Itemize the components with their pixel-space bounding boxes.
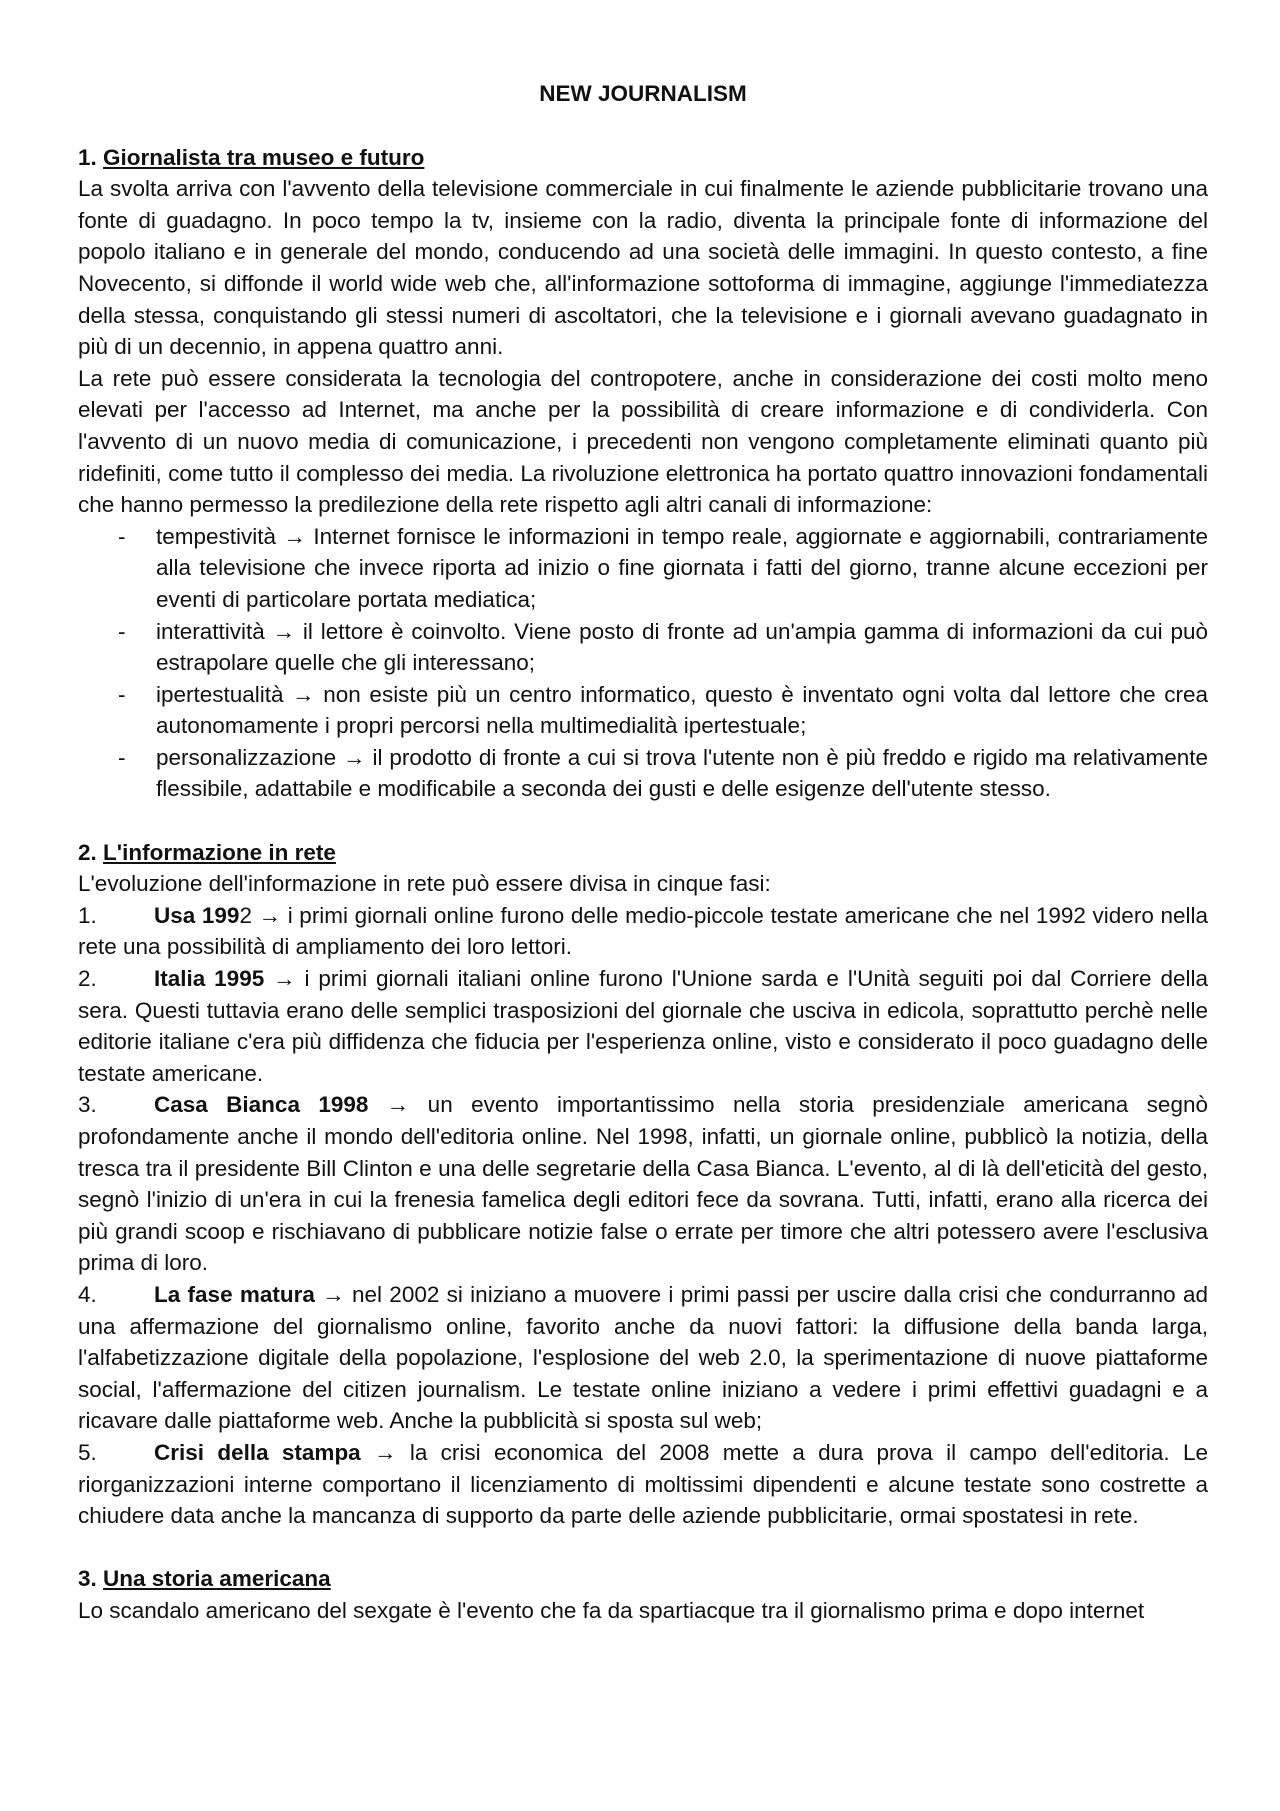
section-2-title: L'informazione in rete — [103, 839, 336, 865]
phase-label: Crisi della stampa — [154, 1439, 361, 1465]
section-3-heading — [78, 1563, 1208, 1595]
list-item-text: personalizzazione → il prodotto di fronte a cui si trova l'utente non è più freddo e rigido ma relativamente flessibile, adattabile e modificabile a seconda dei gusti e delle esigenze dell'utente stesso. — [156, 744, 1208, 802]
bullet-dash: - — [118, 618, 126, 644]
list-item-text: interattività → il lettore è coinvolto. Viene posto di fronte ad un'ampia gamma di informazioni da cui può estrapolare quelle che gli interessano; — [156, 618, 1208, 676]
phase-number: 3. — [78, 1092, 97, 1118]
phase-label: Casa Bianca 1998 — [154, 1092, 369, 1118]
section-3-paragraph-1: Lo scandalo americano del sexgate è l'evento che fa da spartiacque tra il giornalismo prima e dopo internet — [78, 1597, 1145, 1623]
list-item-text: ipertestualità → non esiste più un centro informatico, questo è inventato ogni volta dal lettore che crea autonomamente i propri percorsi nella multimedialità ipertestuale; — [156, 681, 1208, 739]
section-2-heading — [78, 837, 1208, 869]
bullet-dash: - — [118, 744, 126, 770]
phase-label: Usa 199 — [154, 902, 240, 928]
section-1-paragraph-1: La svolta arriva con l'avvento della televisione commerciale in cui finalmente le aziende pubblicitarie trovano una fonte di guadagno. In poco tempo la tv, insieme con la radio, diventa la principale fonte di informazione del popolo italiano e in generale del mondo, conducendo ad una società delle immagini. In questo contesto, a fine Novecento, si diffonde il world wide web che, all'informazione sottoforma di immagine, aggiunge l'immediatezza della stessa, conquistando gli stessi numeri di ascoltatori, che la televisione e i giornali avevano guadagnato in più di un decennio, in appena quattro anni. — [78, 176, 1208, 360]
list-item — [78, 742, 1208, 805]
phase-item — [78, 963, 1208, 1089]
phase-text: → un evento importantissimo nella storia presidenziale americana segnò profondamente anche il mondo dell'editoria online. Nel 1998, infatti, un giornale online, pubblicò la notizia, della tresca tra il presidente Bill Clinton e una delle segretarie della Casa Bianca. L'evento, al di là dell'eticità del gesto, segnò l'inizio di un'era in cui la frenesia famelica degli editori fece da sovrana. Tutti, infatti, erano alla ricerca dei più grandi scoop e rischiavano di pubblicare notizie false o errate per timore che altri potessero avere l'esclusiva prima di loro. — [78, 1092, 1208, 1276]
phase-number: 5. — [78, 1439, 97, 1465]
phase-label: La fase matura — [154, 1281, 315, 1307]
phase-item — [78, 1279, 1208, 1437]
phase-text: → la crisi economica del 2008 mette a dura prova il campo dell'editoria. Le riorganizzazioni interne comportano il licenziamento di moltissimi dipendenti e alcune testate sono costrette a chiudere data anche la mancanza di supporto da parte delle aziende pubblicitarie, ormai spostatesi in rete. — [78, 1439, 1208, 1529]
phase-item — [78, 1437, 1208, 1532]
phase-text: → nel 2002 si iniziano a muovere i primi passi per uscire dalla crisi che condurranno ad una affermazione del giornalismo online, favorito anche da nuovi fattori: la diffusione della banda larga, l'alfabetizzazione digitale della popolazione, l'esplosione del web 2.0, la sperimentazione di nuove piattaforme social, l'affermazione del citizen journalism. Le testate online iniziano a vedere i primi effettivi guadagni e a ricavare dalle piattaforme web. Anche la pubblicità si sposta sul web; — [78, 1281, 1208, 1434]
section-1-number: 1. — [78, 144, 104, 170]
spacer — [78, 805, 1208, 837]
innovations-list — [78, 521, 1208, 805]
document-page — [78, 78, 1208, 1627]
phase-number: 4. — [78, 1281, 97, 1307]
document-title: NEW JOURNALISM — [539, 81, 747, 106]
section-3-title: Una storia americana — [103, 1566, 331, 1592]
phase-text: 2 → i primi giornali online furono delle medio-piccole testate americane che nel 1992 videro nella rete una possibilità di ampliamento dei loro lettori. — [78, 902, 1208, 960]
phase-item — [78, 900, 1208, 963]
phase-text: → i primi giornali italiani online furono l'Unione sarda e l'Unità seguiti poi dal Corriere della sera. Questi tuttavia erano delle semplici trasposizioni del giornale che usciva in edicola, soprattutto perchè nelle editorie italiane c'era più diffidenza che fiducia per l'esperienza online, visto e considerato il poco guadagno delle testate americane. — [78, 966, 1208, 1086]
list-item-text: tempestività → Internet fornisce le informazioni in tempo reale, aggiornate e aggiornabili, contrariamente alla televisione che invece riporta ad inizio o fine giornata i fatti del giorno, tranne alcune eccezioni per eventi di particolare portata mediatica; — [156, 523, 1208, 612]
section-1-paragraph-2: La rete può essere considerata la tecnologia del contropotere, anche in considerazione dei costi molto meno elevati per l'accesso ad Internet, ma anche per la possibilità di creare informazione e di condividerla. Con l'avvento di un nuovo media di comunicazione, i precedenti non vengono completamente eliminati quanto più ridefiniti, come tutto il complesso dei media. La rivoluzione elettronica ha portato quattro innovazioni fondamentali che hanno permesso la predilezione della rete rispetto agli altri canali di informazione: — [78, 365, 1208, 518]
section-3-number: 3. — [78, 1566, 104, 1592]
section-1-heading — [78, 142, 1208, 174]
phase-number: 1. — [78, 902, 97, 928]
list-item — [78, 679, 1208, 742]
list-item — [78, 616, 1208, 679]
list-item — [78, 521, 1208, 616]
spacer — [78, 1532, 1208, 1564]
bullet-dash: - — [118, 523, 126, 549]
phase-item — [78, 1089, 1208, 1279]
section-1-title: Giornalista tra museo e futuro — [103, 144, 425, 170]
bullet-dash: - — [118, 681, 126, 707]
section-2-number: 2. — [78, 839, 104, 865]
phase-number: 2. — [78, 966, 97, 992]
phase-label: Italia 1995 — [154, 966, 265, 992]
section-2-intro: L'evoluzione dell'informazione in rete può essere divisa in cinque fasi: — [78, 871, 771, 897]
